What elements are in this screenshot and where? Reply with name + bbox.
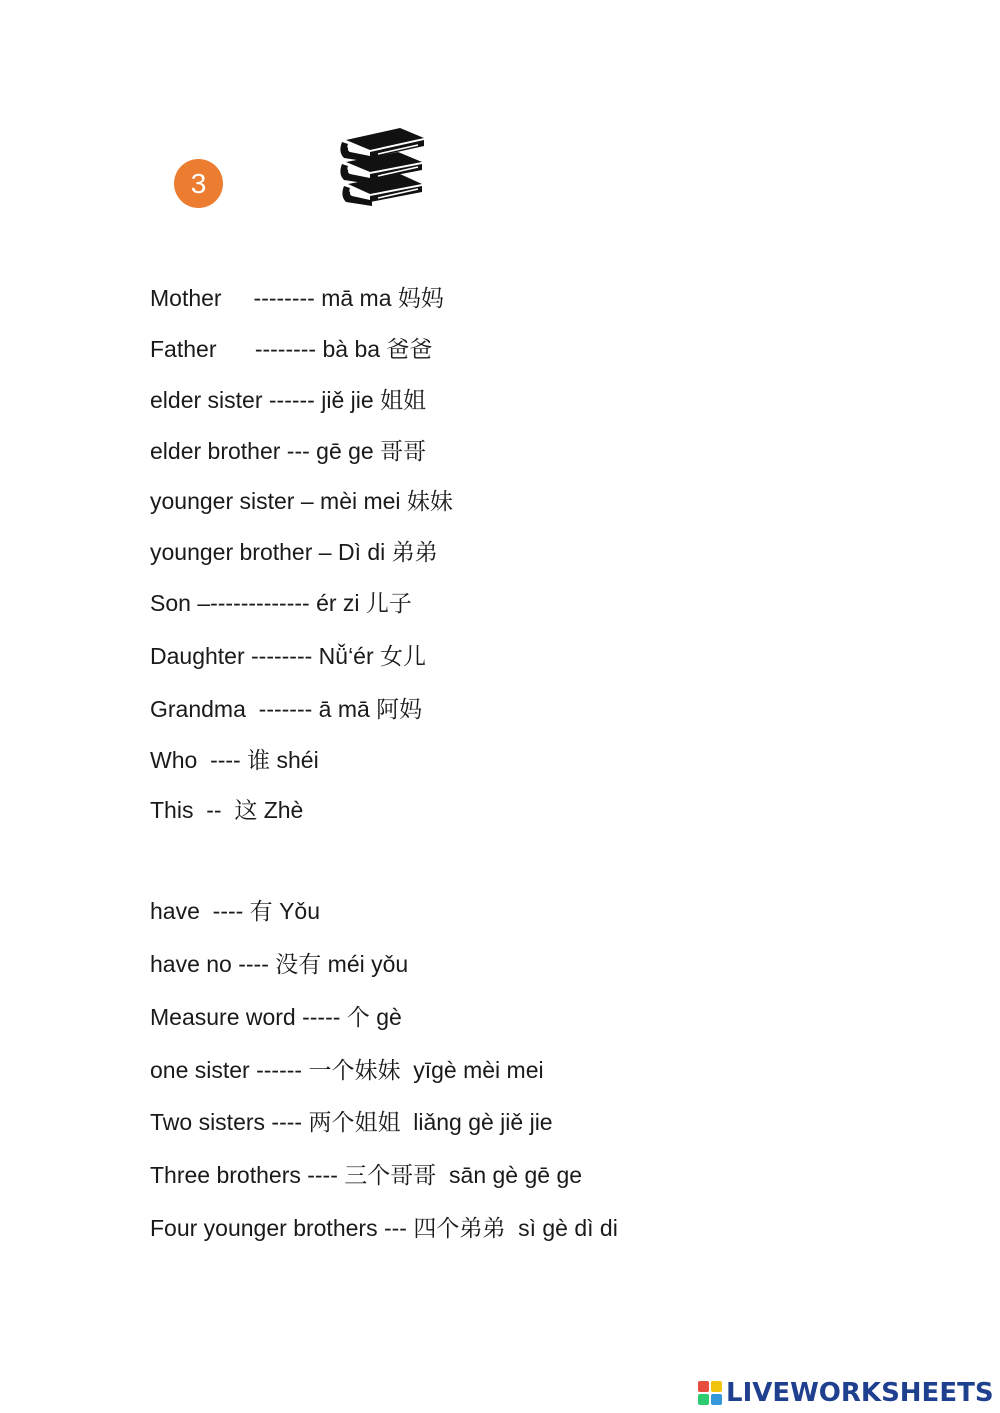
vocab-three-brothers: Three brothers ---- 三个哥哥 sān gè gē ge <box>150 1162 583 1188</box>
vocab-father: Father -------- bà ba 爸爸 <box>150 336 433 362</box>
vocab-who: Who ---- 谁 shéi <box>150 747 319 773</box>
vocab-four-younger-brothers: Four younger brothers --- 四个弟弟 sì gè dì di <box>150 1215 618 1241</box>
vocab-have: have ---- 有 Yǒu <box>150 898 320 924</box>
brand-name: LIVEWORKSHEETS <box>726 1378 994 1408</box>
vocab-daughter: Daughter -------- Nǚ‘ér 女儿 <box>150 643 427 669</box>
vocab-have-no: have no ---- 没有 méi yǒu <box>150 951 409 977</box>
liveworksheets-logo-icon <box>698 1381 722 1405</box>
books-stack-icon <box>338 126 426 208</box>
page-number-badge: 3 <box>174 159 223 208</box>
vocab-one-sister: one sister ------ 一个妹妹 yīgè mèi mei <box>150 1057 544 1083</box>
vocab-this: This -- 这 Zhè <box>150 797 304 823</box>
vocab-mother: Mother -------- mā ma 妈妈 <box>150 285 444 311</box>
vocab-grandma: Grandma ------- ā mā 阿妈 <box>150 696 423 722</box>
vocab-younger-sister: younger sister – mèi mei 妹妹 <box>150 488 453 514</box>
vocab-younger-brother: younger brother – Dì di 弟弟 <box>150 539 438 565</box>
vocab-elder-sister: elder sister ------ jiě jie 姐姐 <box>150 387 427 413</box>
vocab-measure-word: Measure word ----- 个 gè <box>150 1004 402 1030</box>
liveworksheets-brand <box>698 1377 994 1409</box>
vocab-two-sisters: Two sisters ---- 两个姐姐 liǎng gè jiě jie <box>150 1109 553 1135</box>
vocab-elder-brother: elder brother --- gē ge 哥哥 <box>150 438 427 464</box>
vocab-son: Son –------------- ér zi 儿子 <box>150 590 412 616</box>
